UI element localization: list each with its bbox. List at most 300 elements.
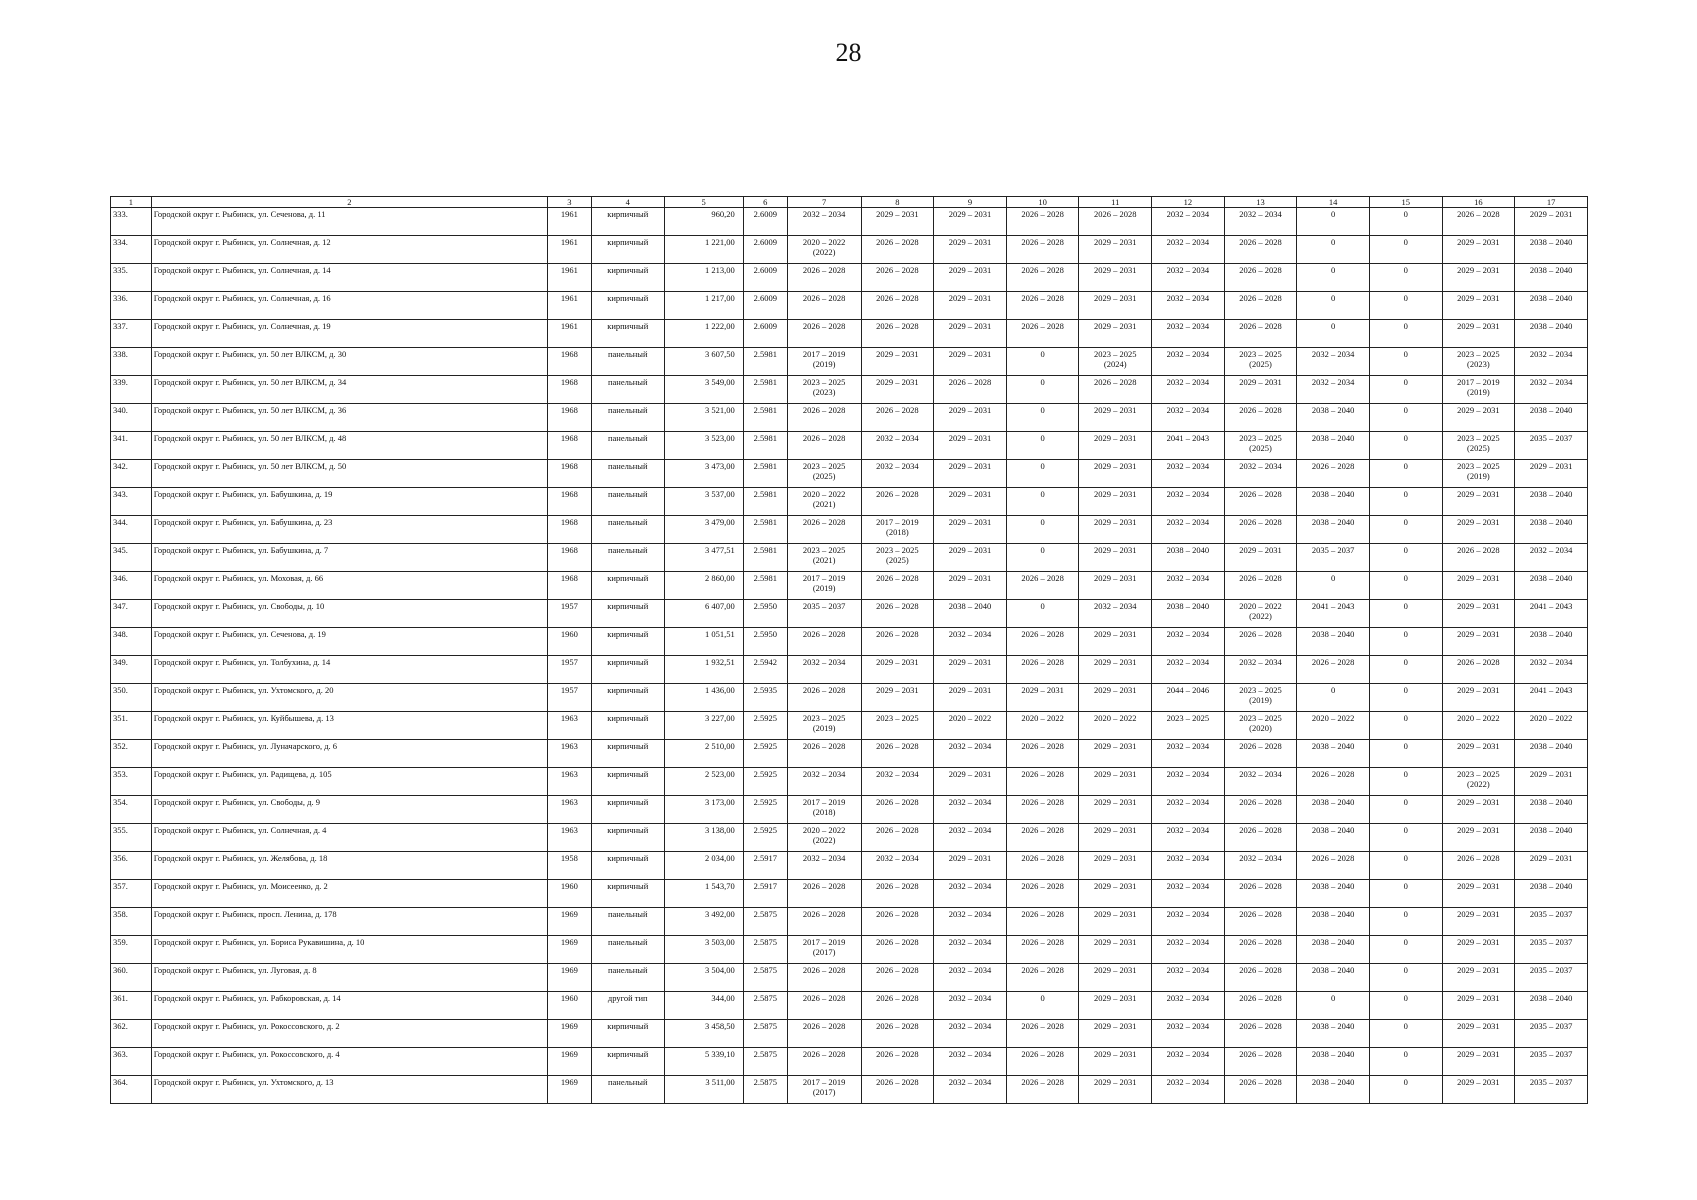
table-cell: 2029 – 2031 — [861, 348, 934, 376]
table-cell: 2029 – 2031 — [1079, 740, 1152, 768]
table-cell: 2035 – 2037 — [1515, 936, 1588, 964]
table-cell: 6 407,00 — [664, 600, 743, 628]
table-cell: 1968 — [547, 460, 591, 488]
table-cell: 0 — [1369, 852, 1442, 880]
table-cell: 2026 – 2028 — [787, 628, 861, 656]
table-cell: 341. — [111, 432, 152, 460]
table-cell: 2032 – 2034 — [861, 460, 934, 488]
table-cell: Городской округ г. Рыбинск, ул. Солнечная, д. 19 — [151, 320, 547, 348]
table-cell: 0 — [1297, 992, 1370, 1020]
table-cell: 2026 – 2028 — [1297, 852, 1370, 880]
table-cell: 2029 – 2031 — [1079, 264, 1152, 292]
table-cell: 2023 – 2025 (2025) — [787, 460, 861, 488]
table-cell: 1957 — [547, 600, 591, 628]
table-cell: 2029 – 2031 — [1224, 376, 1297, 404]
table-cell: Городской округ г. Рыбинск, ул. 50 лет ВЛКСМ, д. 50 — [151, 460, 547, 488]
table-cell: 2026 – 2028 — [861, 1076, 934, 1104]
table-cell: 0 — [1369, 376, 1442, 404]
table-cell: 3 607,50 — [664, 348, 743, 376]
table-cell: 0 — [1369, 684, 1442, 712]
data-table — [110, 196, 1588, 1104]
table-cell: 1961 — [547, 320, 591, 348]
table-cell: 2026 – 2028 — [861, 628, 934, 656]
table-cell: 2026 – 2028 — [787, 964, 861, 992]
table-cell: 1958 — [547, 852, 591, 880]
table-cell: 2.5981 — [743, 544, 787, 572]
table-cell: 3 138,00 — [664, 824, 743, 852]
table-cell: 2026 – 2028 — [861, 992, 934, 1020]
table-cell: 2026 – 2028 — [787, 684, 861, 712]
table-cell: 2032 – 2034 — [1152, 208, 1225, 236]
table-cell: 2.5875 — [743, 1020, 787, 1048]
table-row — [111, 432, 1588, 460]
table-cell: 363. — [111, 1048, 152, 1076]
table-cell: 2026 – 2028 — [787, 908, 861, 936]
table-row — [111, 768, 1588, 796]
table-cell: 1 213,00 — [664, 264, 743, 292]
table-cell: 2026 – 2028 — [861, 264, 934, 292]
table-cell: 2032 – 2034 — [934, 628, 1007, 656]
table-cell: 362. — [111, 1020, 152, 1048]
table-cell: 2038 – 2040 — [1297, 796, 1370, 824]
table-cell: кирпичный — [591, 740, 664, 768]
table-cell: 0 — [1006, 600, 1079, 628]
table-cell: 0 — [1369, 964, 1442, 992]
table-cell: кирпичный — [591, 880, 664, 908]
table-cell: 2029 – 2031 — [1079, 768, 1152, 796]
table-cell: 2032 – 2034 — [1152, 320, 1225, 348]
table-cell: 0 — [1369, 656, 1442, 684]
table-cell: 2029 – 2031 — [1442, 880, 1515, 908]
table-cell: панельный — [591, 404, 664, 432]
table-cell: 1 217,00 — [664, 292, 743, 320]
table-cell: 2026 – 2028 — [1224, 292, 1297, 320]
table-cell: 0 — [1369, 208, 1442, 236]
table-cell: Городской округ г. Рыбинск, ул. Рокоссовского, д. 2 — [151, 1020, 547, 1048]
table-cell: 2032 – 2034 — [1224, 460, 1297, 488]
table-cell: 2029 – 2031 — [1442, 488, 1515, 516]
table-cell: 2029 – 2031 — [1442, 824, 1515, 852]
table-cell: 2029 – 2031 — [1442, 1076, 1515, 1104]
table-cell: 0 — [1369, 768, 1442, 796]
table-cell: 2.5875 — [743, 1048, 787, 1076]
table-cell: 0 — [1297, 320, 1370, 348]
table-cell: 2029 – 2031 — [934, 656, 1007, 684]
table-row — [111, 936, 1588, 964]
table-cell: 2032 – 2034 — [1152, 936, 1225, 964]
column-header: 6 — [743, 197, 787, 208]
table-cell: 2026 – 2028 — [1006, 740, 1079, 768]
table-cell: 2026 – 2028 — [861, 600, 934, 628]
table-cell: 1968 — [547, 544, 591, 572]
table-cell: 1960 — [547, 880, 591, 908]
table-cell: 2032 – 2034 — [1152, 1020, 1225, 1048]
table-cell: 0 — [1369, 516, 1442, 544]
table-cell: 2032 – 2034 — [1152, 656, 1225, 684]
table-cell: 364. — [111, 1076, 152, 1104]
table-cell: 0 — [1369, 572, 1442, 600]
table-cell: 2032 – 2034 — [1152, 1048, 1225, 1076]
table-cell: 3 503,00 — [664, 936, 743, 964]
table-cell: 2032 – 2034 — [1152, 348, 1225, 376]
table-cell: 2032 – 2034 — [787, 852, 861, 880]
table-cell: 2029 – 2031 — [934, 516, 1007, 544]
column-header: 8 — [861, 197, 934, 208]
table-cell: 2029 – 2031 — [934, 572, 1007, 600]
table-cell: кирпичный — [591, 208, 664, 236]
table-cell: 2029 – 2031 — [1442, 1048, 1515, 1076]
table-cell: 2.5875 — [743, 992, 787, 1020]
table-cell: 2026 – 2028 — [1224, 488, 1297, 516]
table-cell: 353. — [111, 768, 152, 796]
table-cell: кирпичный — [591, 796, 664, 824]
table-cell: 1960 — [547, 992, 591, 1020]
table-cell: 1957 — [547, 656, 591, 684]
table-cell: 2026 – 2028 — [1224, 1020, 1297, 1048]
table-cell: Городской округ г. Рыбинск, ул. Свободы, д. 10 — [151, 600, 547, 628]
housing-schedule-table — [110, 196, 1588, 1104]
column-header: 4 — [591, 197, 664, 208]
table-cell: 2029 – 2031 — [1079, 236, 1152, 264]
table-cell: 1969 — [547, 1048, 591, 1076]
table-cell: 350. — [111, 684, 152, 712]
table-cell: Городской округ г. Рыбинск, ул. Ухтомского, д. 20 — [151, 684, 547, 712]
table-cell: 2044 – 2046 — [1152, 684, 1225, 712]
table-cell: 2.6009 — [743, 236, 787, 264]
table-cell: 2029 – 2031 — [1442, 908, 1515, 936]
page-number: 28 — [835, 38, 862, 67]
table-cell: 2026 – 2028 — [1442, 544, 1515, 572]
column-header: 2 — [151, 197, 547, 208]
table-cell: 2029 – 2031 — [934, 768, 1007, 796]
table-cell: 1969 — [547, 908, 591, 936]
table-cell: 3 511,00 — [664, 1076, 743, 1104]
table-cell: 337. — [111, 320, 152, 348]
table-cell: 2029 – 2031 — [861, 208, 934, 236]
table-cell: 2020 – 2022 (2022) — [787, 236, 861, 264]
table-cell: Городской округ г. Рыбинск, ул. Солнечная, д. 14 — [151, 264, 547, 292]
table-row — [111, 292, 1588, 320]
table-cell: 2026 – 2028 — [1224, 740, 1297, 768]
table-cell: 0 — [1369, 432, 1442, 460]
table-cell: кирпичный — [591, 656, 664, 684]
table-cell: 3 458,50 — [664, 1020, 743, 1048]
table-cell: 2026 – 2028 — [861, 320, 934, 348]
table-cell: кирпичный — [591, 684, 664, 712]
table-cell: 2026 – 2028 — [1006, 208, 1079, 236]
table-cell: 2026 – 2028 — [1224, 908, 1297, 936]
table-cell: 2038 – 2040 — [1297, 908, 1370, 936]
table-cell: 2032 – 2034 — [934, 740, 1007, 768]
table-cell: 2029 – 2031 — [1442, 320, 1515, 348]
table-cell: 357. — [111, 880, 152, 908]
table-row — [111, 600, 1588, 628]
table-cell: 0 — [1006, 460, 1079, 488]
table-cell: 2029 – 2031 — [1079, 880, 1152, 908]
table-cell: 0 — [1006, 516, 1079, 544]
table-row — [111, 992, 1588, 1020]
table-cell: 1968 — [547, 488, 591, 516]
table-row — [111, 1076, 1588, 1104]
table-row — [111, 880, 1588, 908]
table-cell: 2029 – 2031 — [1442, 796, 1515, 824]
table-cell: 2029 – 2031 — [934, 544, 1007, 572]
table-cell: 2038 – 2040 — [1515, 488, 1588, 516]
table-cell: 2026 – 2028 — [861, 236, 934, 264]
table-cell: панельный — [591, 376, 664, 404]
column-header: 17 — [1515, 197, 1588, 208]
table-cell: 2026 – 2028 — [787, 432, 861, 460]
table-cell: 2026 – 2028 — [1006, 292, 1079, 320]
table-cell: 2029 – 2031 — [1442, 572, 1515, 600]
table-cell: 2017 – 2019 (2019) — [1442, 376, 1515, 404]
table-cell: 352. — [111, 740, 152, 768]
table-cell: 2026 – 2028 — [861, 964, 934, 992]
table-cell: 2032 – 2034 — [787, 208, 861, 236]
table-cell: 0 — [1369, 796, 1442, 824]
table-cell: Городской округ г. Рыбинск, ул. Бабушкина, д. 23 — [151, 516, 547, 544]
table-cell: 2023 – 2025 (2019) — [787, 712, 861, 740]
table-cell: 2038 – 2040 — [1515, 880, 1588, 908]
table-cell: 2029 – 2031 — [1442, 628, 1515, 656]
table-cell: 2026 – 2028 — [1297, 768, 1370, 796]
table-cell: 1968 — [547, 572, 591, 600]
table-row — [111, 628, 1588, 656]
table-cell: 0 — [1369, 488, 1442, 516]
table-cell: 2.6009 — [743, 208, 787, 236]
table-cell: 2032 – 2034 — [1224, 656, 1297, 684]
table-cell: 2032 – 2034 — [1152, 460, 1225, 488]
table-cell: 348. — [111, 628, 152, 656]
table-cell: 2032 – 2034 — [1152, 376, 1225, 404]
table-cell: 2038 – 2040 — [1297, 1048, 1370, 1076]
table-cell: 2029 – 2031 — [1515, 768, 1588, 796]
table-cell: 2032 – 2034 — [1152, 1076, 1225, 1104]
table-cell: 2032 – 2034 — [1224, 852, 1297, 880]
table-cell: 2026 – 2028 — [1224, 964, 1297, 992]
table-cell: Городской округ г. Рыбинск, ул. Бабушкина, д. 7 — [151, 544, 547, 572]
table-cell: 335. — [111, 264, 152, 292]
table-cell: 2029 – 2031 — [1442, 992, 1515, 1020]
table-cell: 2.5942 — [743, 656, 787, 684]
table-cell: 2029 – 2031 — [1442, 264, 1515, 292]
table-cell: 0 — [1297, 572, 1370, 600]
column-header: 5 — [664, 197, 743, 208]
table-cell: 1 222,00 — [664, 320, 743, 348]
table-cell: 2032 – 2034 — [934, 1048, 1007, 1076]
table-cell: 2.5981 — [743, 572, 787, 600]
table-cell: 2032 – 2034 — [1152, 404, 1225, 432]
table-cell: 2032 – 2034 — [1152, 292, 1225, 320]
table-cell: 2029 – 2031 — [1079, 432, 1152, 460]
table-cell: 2032 – 2034 — [934, 1020, 1007, 1048]
table-row — [111, 572, 1588, 600]
table-cell: 359. — [111, 936, 152, 964]
table-cell: 1963 — [547, 768, 591, 796]
table-cell: 2038 – 2040 — [1515, 320, 1588, 348]
table-cell: Городской округ г. Рыбинск, просп. Ленина, д. 178 — [151, 908, 547, 936]
table-cell: 1968 — [547, 348, 591, 376]
table-cell: 0 — [1369, 292, 1442, 320]
table-cell: 0 — [1006, 488, 1079, 516]
table-cell: 2026 – 2028 — [1224, 824, 1297, 852]
table-cell: 2029 – 2031 — [1442, 964, 1515, 992]
table-cell: 1961 — [547, 292, 591, 320]
table-cell: 2035 – 2037 — [1515, 1048, 1588, 1076]
table-cell: 338. — [111, 348, 152, 376]
table-cell: 2026 – 2028 — [787, 292, 861, 320]
table-cell: 0 — [1006, 432, 1079, 460]
table-cell: 2026 – 2028 — [787, 264, 861, 292]
table-cell: 0 — [1369, 460, 1442, 488]
table-cell: 2032 – 2034 — [787, 656, 861, 684]
table-cell: 1 932,51 — [664, 656, 743, 684]
table-cell: кирпичный — [591, 768, 664, 796]
table-row — [111, 908, 1588, 936]
table-cell: 356. — [111, 852, 152, 880]
table-cell: 2032 – 2034 — [1152, 572, 1225, 600]
table-cell: 1968 — [547, 376, 591, 404]
table-cell: 2 860,00 — [664, 572, 743, 600]
table-cell: 2029 – 2031 — [1079, 908, 1152, 936]
table-cell: 3 549,00 — [664, 376, 743, 404]
table-cell: 2026 – 2028 — [1006, 964, 1079, 992]
table-cell: 3 537,00 — [664, 488, 743, 516]
table-cell: 0 — [1369, 544, 1442, 572]
table-cell: 2029 – 2031 — [934, 432, 1007, 460]
table-cell: 2026 – 2028 — [1006, 572, 1079, 600]
table-cell: 2023 – 2025 (2019) — [1442, 460, 1515, 488]
table-cell: 2041 – 2043 — [1152, 432, 1225, 460]
table-cell: 2032 – 2034 — [1297, 348, 1370, 376]
table-cell: 2.5981 — [743, 404, 787, 432]
table-cell: 2023 – 2025 (2020) — [1224, 712, 1297, 740]
table-cell: 2026 – 2028 — [861, 824, 934, 852]
table-cell: 2029 – 2031 — [861, 684, 934, 712]
table-cell: 2020 – 2022 — [1006, 712, 1079, 740]
table-cell: кирпичный — [591, 712, 664, 740]
table-cell: 2.5925 — [743, 796, 787, 824]
table-cell: 0 — [1369, 236, 1442, 264]
table-cell: 2.5925 — [743, 824, 787, 852]
table-cell: Городской округ г. Рыбинск, ул. Радищева, д. 105 — [151, 768, 547, 796]
table-cell: 3 523,00 — [664, 432, 743, 460]
table-cell: 2029 – 2031 — [1079, 516, 1152, 544]
table-cell: кирпичный — [591, 236, 664, 264]
table-cell: 2.5917 — [743, 880, 787, 908]
table-cell: 2026 – 2028 — [861, 1020, 934, 1048]
table-cell: 2038 – 2040 — [1152, 544, 1225, 572]
table-cell: 2032 – 2034 — [1152, 796, 1225, 824]
table-cell: 2.5950 — [743, 628, 787, 656]
table-cell: 2023 – 2025 (2023) — [1442, 348, 1515, 376]
table-cell: 333. — [111, 208, 152, 236]
table-cell: 2029 – 2031 — [934, 292, 1007, 320]
table-cell: 2026 – 2028 — [1006, 824, 1079, 852]
table-cell: 346. — [111, 572, 152, 600]
table-cell: 2020 – 2022 — [934, 712, 1007, 740]
table-cell: 349. — [111, 656, 152, 684]
table-cell: 1961 — [547, 208, 591, 236]
table-cell: панельный — [591, 908, 664, 936]
table-cell: 2038 – 2040 — [1515, 572, 1588, 600]
table-cell: 2038 – 2040 — [1297, 880, 1370, 908]
table-cell: Городской округ г. Рыбинск, ул. 50 лет ВЛКСМ, д. 36 — [151, 404, 547, 432]
table-cell: 2029 – 2031 — [1079, 320, 1152, 348]
table-cell: 2032 – 2034 — [1515, 544, 1588, 572]
table-row — [111, 208, 1588, 236]
table-cell: Городской округ г. Рыбинск, ул. Луговая, д. 8 — [151, 964, 547, 992]
table-cell: 2026 – 2028 — [1224, 404, 1297, 432]
table-cell: Городской округ г. Рыбинск, ул. Моисеенко, д. 2 — [151, 880, 547, 908]
table-cell: Городской округ г. Рыбинск, ул. Рабкоровская, д. 14 — [151, 992, 547, 1020]
table-cell: 2029 – 2031 — [1079, 1020, 1152, 1048]
table-cell: 2023 – 2025 (2024) — [1079, 348, 1152, 376]
table-cell: 2038 – 2040 — [1515, 824, 1588, 852]
table-cell: 2029 – 2031 — [934, 852, 1007, 880]
table-cell: 2041 – 2043 — [1515, 600, 1588, 628]
table-cell: панельный — [591, 460, 664, 488]
table-cell: кирпичный — [591, 852, 664, 880]
table-cell: 2026 – 2028 — [861, 1048, 934, 1076]
table-cell: Городской округ г. Рыбинск, ул. 50 лет ВЛКСМ, д. 48 — [151, 432, 547, 460]
table-cell: 2038 – 2040 — [1515, 628, 1588, 656]
table-cell: 2029 – 2031 — [1079, 796, 1152, 824]
table-row — [111, 516, 1588, 544]
table-cell: 2029 – 2031 — [1442, 404, 1515, 432]
table-cell: 2032 – 2034 — [934, 964, 1007, 992]
table-cell: Городской округ г. Рыбинск, ул. Солнечная, д. 12 — [151, 236, 547, 264]
table-cell: панельный — [591, 348, 664, 376]
table-cell: 344. — [111, 516, 152, 544]
table-cell: 1 051,51 — [664, 628, 743, 656]
table-cell: 0 — [1369, 320, 1442, 348]
table-cell: 3 504,00 — [664, 964, 743, 992]
column-header: 7 — [787, 197, 861, 208]
table-cell: 2029 – 2031 — [1442, 740, 1515, 768]
table-cell: 2026 – 2028 — [1442, 852, 1515, 880]
table-cell: 2038 – 2040 — [1297, 1020, 1370, 1048]
table-row — [111, 404, 1588, 432]
table-body — [111, 208, 1588, 1104]
table-cell: 2026 – 2028 — [787, 320, 861, 348]
table-cell: 2026 – 2028 — [861, 936, 934, 964]
table-cell: 355. — [111, 824, 152, 852]
table-cell: 0 — [1297, 208, 1370, 236]
table-cell: 2029 – 2031 — [1079, 992, 1152, 1020]
table-cell: 2026 – 2028 — [1006, 852, 1079, 880]
table-cell: 1968 — [547, 516, 591, 544]
table-cell: 2029 – 2031 — [1442, 684, 1515, 712]
table-cell: 0 — [1369, 1020, 1442, 1048]
table-cell: 2029 – 2031 — [1079, 404, 1152, 432]
table-cell: 2026 – 2028 — [861, 572, 934, 600]
table-cell: 3 477,51 — [664, 544, 743, 572]
table-cell: 2029 – 2031 — [1079, 1076, 1152, 1104]
table-cell: 345. — [111, 544, 152, 572]
table-cell: 2032 – 2034 — [1297, 376, 1370, 404]
table-cell: 2026 – 2028 — [1224, 1076, 1297, 1104]
table-row — [111, 712, 1588, 740]
table-cell: 1963 — [547, 740, 591, 768]
table-cell: 2026 – 2028 — [861, 908, 934, 936]
table-cell: 2032 – 2034 — [1152, 908, 1225, 936]
table-cell: панельный — [591, 488, 664, 516]
table-cell: 2020 – 2022 — [1442, 712, 1515, 740]
table-cell: 2035 – 2037 — [1515, 432, 1588, 460]
table-cell: 2026 – 2028 — [1079, 376, 1152, 404]
table-cell: 2029 – 2031 — [1079, 684, 1152, 712]
